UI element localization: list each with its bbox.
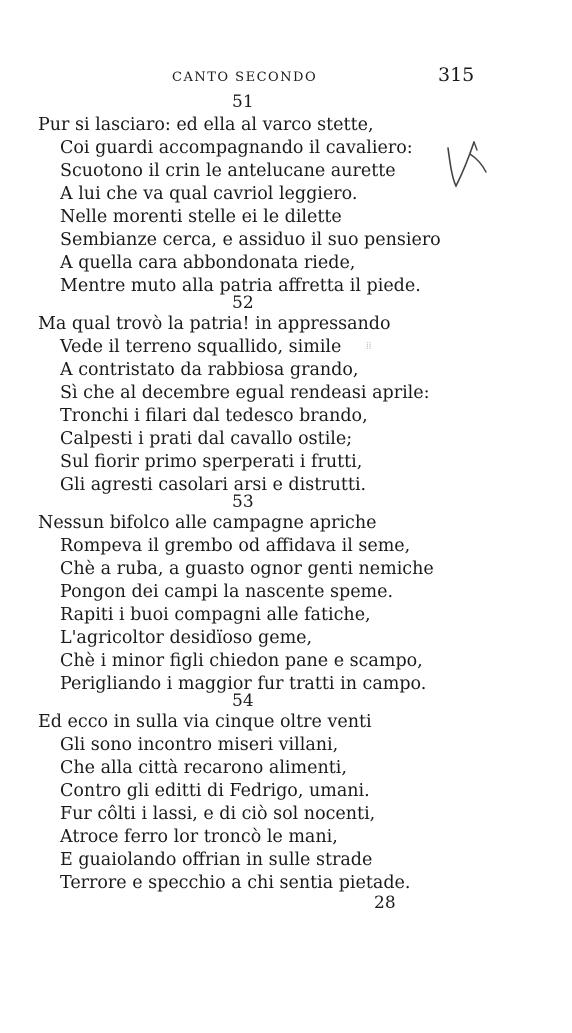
verse-line: Rompeva il grembo od affidava il seme, [60,536,411,556]
verse-line: Chè i minor figli chiedon pane e scampo, [60,651,423,671]
verse-line: Rapiti i buoi compagni alle fatiche, [60,605,371,625]
verse-line: Pur si lasciaro: ed ella al varco stette, [38,115,374,135]
verse-line: L'agricoltor desidïoso geme, [60,628,313,648]
verse-line: Fur côlti i lassi, e di ciò sol nocenti, [60,804,376,824]
page-number: 315 [438,64,475,86]
stanza-number: 52 [232,293,254,313]
verse-line: Che alla città recarono alimenti, [60,758,347,778]
verse-line: Sembianze cerca, e assiduo il suo pensiero [60,230,441,250]
verse-line: Contro gli editti di Fedrigo, umani. [60,781,370,801]
verse-line: Sì che al decembre egual rendeasi aprile: [60,383,430,403]
running-title: CANTO SECONDO [172,70,318,85]
verse-line: Calpesti i prati dal cavallo ostile; [60,429,353,449]
verse-line: Gli agresti casolari arsi e distrutti. [60,475,367,495]
stanza-number: 51 [232,92,254,112]
verse-line: Ma qual trovò la patria! in appressando [38,314,391,334]
verse-line: Perigliando i maggior fur tratti in campo. [60,674,427,694]
handwritten-pencil-mark-icon [430,128,500,198]
verse-line: Nelle morenti stelle ei le dilette [60,207,342,227]
verse-line: Atroce ferro lor troncò le mani, [60,827,338,847]
verse-line: Mentre muto alla patria affretta il piede. [60,276,421,296]
page-header [0,64,572,90]
verse-line: Gli sono incontro miseri villani, [60,735,339,755]
verse-line: A quella cara abbondonata riede, [60,253,356,273]
stanza-number: 54 [232,691,254,711]
stanza-number: 53 [232,492,254,512]
verse-line: Ed ecco in sulla via cinque oltre venti [38,712,372,732]
verse-line: Scuotono il crin le antelucane aurette [60,161,396,181]
verse-line: Chè a ruba, a guasto ognor genti nemiche [60,559,434,579]
verse-line: Sul fiorir primo sperperati i frutti, [60,452,363,472]
verse-line: Terrore e specchio a chi sentia pietade. [60,873,411,893]
signature-mark: 28 [374,893,396,913]
verse-line: Pongon dei campi la nascente speme. [60,582,394,602]
verse-line: Vede il terreno squallido, simile [60,337,342,357]
verse-line: A contristato da rabbiosa grando, [60,360,359,380]
verse-line: E guaiolando offrian in sulle strade [60,850,373,870]
verse-line: A lui che va qual cavriol leggiero. [60,184,358,204]
verse-line: Nessun bifolco alle campagne apriche [38,513,377,533]
faint-bleedthrough-mark: ⁞⁞ [366,341,372,352]
verse-line: Coi guardi accompagnando il cavaliero: [60,138,413,158]
verse-line: Tronchi i filari dal tedesco brando, [60,406,368,426]
